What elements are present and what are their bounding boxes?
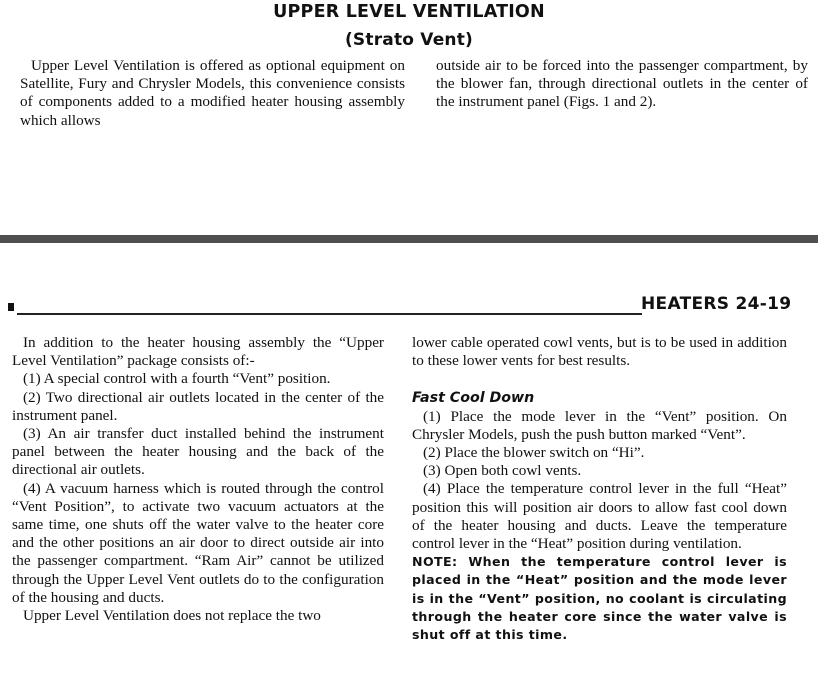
right-column (412, 334, 787, 644)
left-column (12, 334, 384, 625)
step-item: (3) Open both cowl vents. (423, 462, 582, 480)
intro-paragraph-right: outside air to be forced into the passenger compartment, by the blower fan, through directional outlets in the center of the instrument panel (Figs. 1 and 2). (436, 57, 808, 111)
intro-left-column (20, 57, 405, 130)
step-item: (1) Place the mode lever in the “Vent” position. On Chrysler Models, push the push button marked “Vent”. (412, 407, 787, 443)
list-item: (2) Two directional air outlets located in the center of the instrument panel. (12, 388, 384, 424)
section-title: UPPER LEVEL VENTILATION (273, 2, 545, 22)
package-intro-paragraph: In addition to the heater housing assembly the “Upper Level Ventilation” package consists of:- (12, 334, 384, 370)
step-item: (4) Place the temperature control lever in the full “Heat” position this will position air doors to allow fast cool down of the heater housing and ducts. Leave the temperature control lever in the “Heat” position during ventilation. (412, 480, 787, 553)
intro-right-column (436, 57, 808, 112)
step-item: (2) Place the blower switch on “Hi”. (423, 444, 645, 462)
closing-paragraph: Upper Level Ventilation does not replace the two (23, 607, 321, 625)
page-divider-bar (0, 235, 818, 243)
section-subtitle: (Strato Vent) (344, 30, 474, 50)
header-bullet-mark (8, 303, 14, 311)
header-rule (17, 313, 642, 315)
fast-cool-down-heading: Fast Cool Down (412, 390, 535, 407)
note-paragraph: NOTE: When the temperature control lever is placed in the “Heat” position and the mode lever is in the “Vent” position, no coolant is circulating through the heater core since the water valve is shut off at this time. (412, 554, 787, 643)
continuation-paragraph: lower cable operated cowl vents, but is to be used in addition to these lower vents for best results. (412, 334, 787, 370)
intro-paragraph-left: Upper Level Ventilation is offered as optional equipment on Satellite, Fury and Chrysler Models, this convenience consists of components added to a modified heater housing assembly which allows (20, 57, 405, 129)
running-head: HEATERS 24-19 (641, 294, 792, 314)
list-item: (1) A special control with a fourth “Vent” position. (23, 370, 331, 388)
list-item: (3) An air transfer duct installed behind the instrument panel between the heater housing and the back of the directional air outlets. (12, 425, 384, 479)
list-item: (4) A vacuum harness which is routed through the control “Vent Position”, to activate two vacuum actuators at the same time, one shuts off the water valve to the heater core and the other positions an air door to direct outside air into the passenger compartment. “Ram Air” cannot be utilized through the Upper Level Vent outlets do to the configuration of the housing and ducts. (12, 479, 384, 606)
